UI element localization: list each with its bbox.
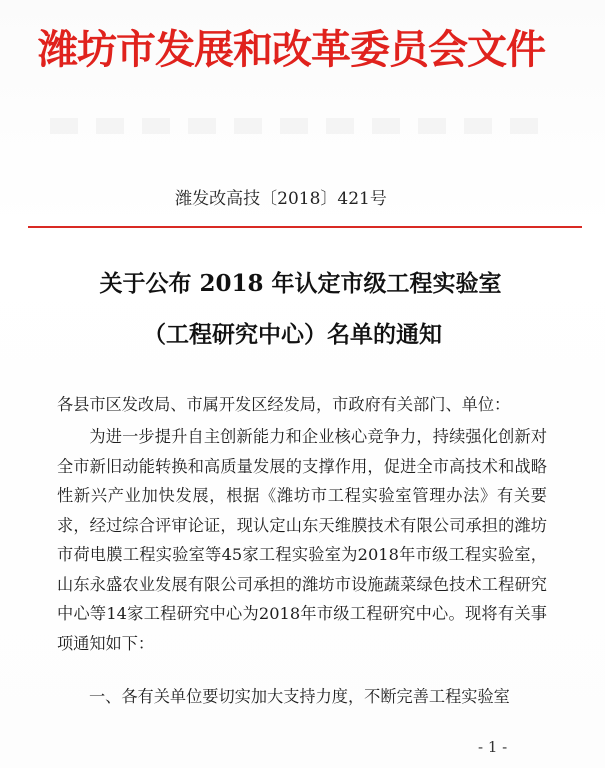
document-number: 潍发改高技〔2018〕421号 <box>175 189 387 209</box>
red-divider-line <box>28 226 582 228</box>
document-title-line-1: 关于公布 2018 年认定市级工程实验室 <box>99 270 502 297</box>
salutation: 各县市区发改局、市属开发区经发局，市政府有关部门、单位： <box>57 395 511 414</box>
document-title-line-2: （工程研究中心）名单的通知 <box>143 321 442 348</box>
bleed-through-marks <box>50 118 550 134</box>
body-paragraph-1: 为进一步提升自主创新能力和企业核心竞争力，持续强化创新对全市新旧动能转换和高质量发展的支撑作用，促进全市高技术和战略性新兴产业加快发展，根据《潍坊市工程实验室管理办法》有关要求，经过综合评审论证，现认定山东天维膜技术有限公司承担的潍坊市荷电膜工程实验室等45家工程实验室为2018年市级工程实验室，山东永盛农业发展有限公司承担的潍坊市设施蔬菜绿色技术工程研究中心等14家工程研究中心为2018年市级工程研究中心。现将有关事项通知如下： <box>57 427 547 653</box>
issuer-header-title: 潍坊市发展和改革委员会文件 <box>38 27 545 73</box>
body-item-1: 一、各有关单位要切实加大支持力度，不断完善工程实验室 <box>89 687 510 706</box>
page-number: - 1 - <box>478 738 508 756</box>
